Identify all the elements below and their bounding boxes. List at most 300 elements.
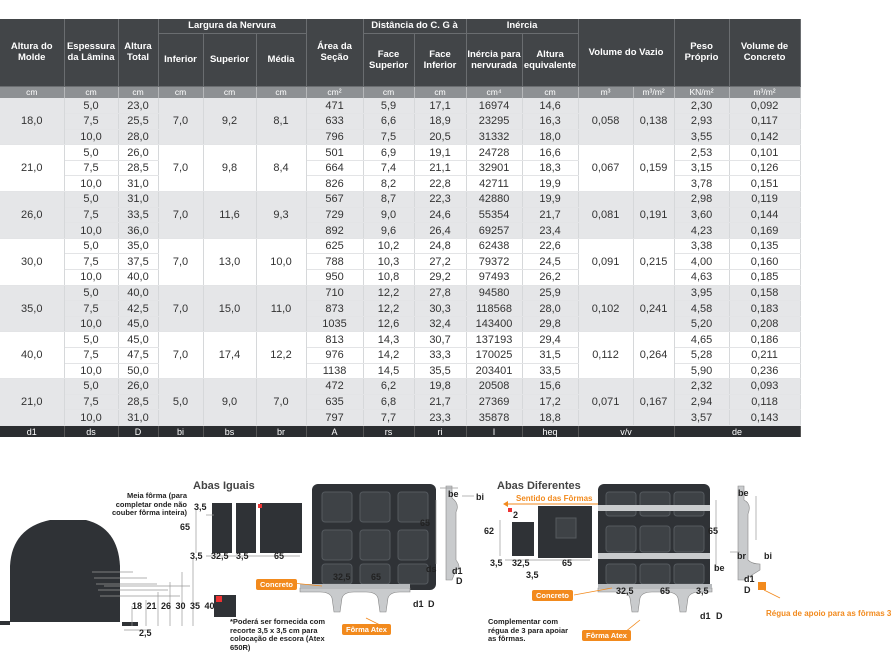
cell-volume-vazio-m3m2: 0,138 (633, 98, 674, 145)
unit-cell: m³/m² (633, 86, 674, 98)
cell-face-inferior: 22,3 (414, 192, 466, 208)
cell-face-inferior: 32,4 (414, 316, 466, 332)
cell-volume-concreto: 0,101 (729, 145, 800, 161)
cell-volume-concreto: 0,093 (729, 379, 800, 395)
cell-area: 797 (306, 410, 363, 426)
cell-face-inferior: 30,3 (414, 301, 466, 317)
meia-forma-shape (10, 520, 120, 622)
cell-inercia: 20508 (466, 379, 522, 395)
cell-altura-total: 36,0 (118, 223, 158, 239)
cell-face-superior: 12,6 (363, 316, 414, 332)
cell-face-superior: 6,8 (363, 394, 414, 410)
cell-volume-vazio-m3: 0,067 (578, 145, 633, 192)
dim-d1-section-r: d1 (700, 611, 711, 621)
dim-65-r: 65 (562, 558, 573, 568)
table-row (0, 238, 800, 254)
table-row (0, 332, 800, 348)
cell-altura-equivalente: 15,6 (522, 379, 578, 395)
cell-espessura: 10,0 (64, 270, 118, 286)
table-row (0, 160, 800, 176)
cell-altura-total: 28,5 (118, 160, 158, 176)
cell-face-superior: 9,0 (363, 207, 414, 223)
dim-3-5-r2: 3,5 (526, 570, 539, 580)
cell-area: 501 (306, 145, 363, 161)
cell-altura-equivalente: 19,9 (522, 192, 578, 208)
cell-area: 472 (306, 379, 363, 395)
cell-face-inferior: 30,7 (414, 332, 466, 348)
table-body (0, 98, 800, 425)
cell-media: 7,0 (256, 379, 306, 426)
cell-media: 10,0 (256, 238, 306, 285)
cell-volume-concreto: 0,211 (729, 348, 800, 364)
cell-altura-molde: 21,0 (0, 379, 64, 426)
unit-cell: cm (158, 86, 203, 98)
dim-32-5-section: 32,5 (333, 572, 351, 582)
cell-area: 873 (306, 301, 363, 317)
cell-espessura: 10,0 (64, 129, 118, 145)
cell-area: 664 (306, 160, 363, 176)
cell-inercia: 23295 (466, 114, 522, 130)
unit-cell: cm⁴ (466, 86, 522, 98)
dim-65-section-left: 65 (420, 518, 431, 528)
cell-altura-total: 47,5 (118, 348, 158, 364)
cell-volume-concreto: 0,135 (729, 238, 800, 254)
header-area-secao: Área da Seção (306, 19, 363, 86)
cell-espessura: 5,0 (64, 192, 118, 208)
cell-inercia: 137193 (466, 332, 522, 348)
cell-altura-molde: 40,0 (0, 332, 64, 379)
dim-65-bottom: 65 (274, 551, 285, 561)
cell-inferior: 5,0 (158, 379, 203, 426)
cell-altura-molde: 21,0 (0, 145, 64, 192)
unit-cell: cm² (306, 86, 363, 98)
cell-volume-vazio-m3m2: 0,167 (633, 379, 674, 426)
cell-altura-equivalente: 16,3 (522, 114, 578, 130)
dim-D-section-left: D (428, 599, 435, 609)
cell-face-superior: 12,2 (363, 301, 414, 317)
cell-espessura: 5,0 (64, 285, 118, 301)
unit-cell: cm (0, 86, 64, 98)
cell-altura-equivalente: 26,2 (522, 270, 578, 286)
cell-area: 1035 (306, 316, 363, 332)
cell-peso-proprio: 5,90 (674, 363, 729, 379)
cell-face-superior: 14,2 (363, 348, 414, 364)
cell-altura-total: 28,5 (118, 394, 158, 410)
cell-altura-molde: 35,0 (0, 285, 64, 332)
table-row (0, 270, 800, 286)
cell-volume-vazio-m3: 0,112 (578, 332, 633, 379)
cell-volume-concreto: 0,158 (729, 285, 800, 301)
cell-altura-total: 45,0 (118, 316, 158, 332)
symbol-cell: bs (203, 425, 256, 437)
cell-face-inferior: 19,1 (414, 145, 466, 161)
cell-face-superior: 6,9 (363, 145, 414, 161)
cell-volume-concreto: 0,160 (729, 254, 800, 270)
cell-peso-proprio: 2,98 (674, 192, 729, 208)
cell-peso-proprio: 3,78 (674, 176, 729, 192)
cell-altura-equivalente: 18,0 (522, 129, 578, 145)
cell-volume-concreto: 0,186 (729, 332, 800, 348)
dim-65-section: 65 (371, 572, 382, 582)
header-largura-nervura: Largura da Nervura (158, 19, 306, 33)
cell-face-superior: 10,8 (363, 270, 414, 286)
cell-area: 788 (306, 254, 363, 270)
symbol-cell: ds (64, 425, 118, 437)
complementar-note: Complementar com régua de 3 para apoiar as fôrmas. (488, 617, 569, 643)
cell-media: 11,0 (256, 285, 306, 332)
cell-peso-proprio: 3,57 (674, 410, 729, 426)
cell-face-superior: 6,6 (363, 114, 414, 130)
symbol-cell: d1 (0, 425, 64, 437)
cell-face-inferior: 35,5 (414, 363, 466, 379)
table-row (0, 98, 800, 114)
cell-espessura: 5,0 (64, 332, 118, 348)
cell-superior: 9,0 (203, 379, 256, 426)
symbol-cell: br (256, 425, 306, 437)
header-volume-vazio: Volume do Vazio (578, 19, 674, 86)
cell-face-superior: 10,2 (363, 238, 414, 254)
specification-table (0, 19, 801, 437)
header-volume-concreto: Volume de Concreto (729, 19, 800, 86)
meia-forma-note: Meia fôrma (para completar onde não couber fôrma inteira) (112, 491, 188, 517)
cell-face-superior: 8,7 (363, 192, 414, 208)
header-inercia: Inércia (466, 19, 578, 33)
header-peso-proprio: Peso Próprio (674, 19, 729, 86)
cell-altura-molde: 18,0 (0, 98, 64, 145)
cell-altura-equivalente: 29,8 (522, 316, 578, 332)
table-row (0, 394, 800, 410)
table-row (0, 207, 800, 223)
cell-face-inferior: 19,8 (414, 379, 466, 395)
header-face-inferior: Face Inferior (414, 33, 466, 86)
cell-face-inferior: 18,9 (414, 114, 466, 130)
cell-volume-vazio-m3: 0,102 (578, 285, 633, 332)
header-espessura-lamina: Espessura da Lâmina (64, 19, 118, 86)
cell-altura-equivalente: 25,9 (522, 285, 578, 301)
cell-altura-total: 26,0 (118, 145, 158, 161)
header-distancia-cg: Distância do C. G à (363, 19, 466, 33)
cell-volume-concreto: 0,143 (729, 410, 800, 426)
cell-face-superior: 10,3 (363, 254, 414, 270)
cell-volume-concreto: 0,118 (729, 394, 800, 410)
cell-altura-equivalente: 31,5 (522, 348, 578, 364)
dim-65-section-right: 65 (708, 526, 719, 536)
concreto-tag-right: Concreto (532, 590, 573, 601)
cell-espessura: 10,0 (64, 363, 118, 379)
table-row (0, 379, 800, 395)
cell-area: 635 (306, 394, 363, 410)
cell-superior: 11,6 (203, 192, 256, 239)
dim-2-5: 2,5 (139, 628, 152, 638)
cell-volume-concreto: 0,169 (729, 223, 800, 239)
cell-volume-vazio-m3: 0,091 (578, 238, 633, 285)
cell-area: 976 (306, 348, 363, 364)
abas-iguais-title: Abas Iguais (193, 480, 255, 492)
table-row (0, 348, 800, 364)
cell-altura-total: 28,0 (118, 129, 158, 145)
cell-altura-equivalente: 28,0 (522, 301, 578, 317)
cell-volume-concreto: 0,151 (729, 176, 800, 192)
dim-32-5-r: 32,5 (512, 558, 530, 568)
cell-inercia: 62438 (466, 238, 522, 254)
cell-espessura: 7,5 (64, 254, 118, 270)
unit-cell: cm (203, 86, 256, 98)
cell-volume-concreto: 0,126 (729, 160, 800, 176)
cell-peso-proprio: 2,93 (674, 114, 729, 130)
cell-superior: 9,2 (203, 98, 256, 145)
cell-peso-proprio: 4,00 (674, 254, 729, 270)
header-inercia-nervurada: Inércia para nervurada (466, 33, 522, 86)
cell-volume-vazio-m3m2: 0,191 (633, 192, 674, 239)
cell-altura-equivalente: 18,8 (522, 410, 578, 426)
cell-peso-proprio: 4,63 (674, 270, 729, 286)
cell-inercia: 79372 (466, 254, 522, 270)
cell-inercia: 203401 (466, 363, 522, 379)
cell-area: 567 (306, 192, 363, 208)
cell-volume-concreto: 0,142 (729, 129, 800, 145)
cell-peso-proprio: 4,23 (674, 223, 729, 239)
cell-volume-vazio-m3m2: 0,159 (633, 145, 674, 192)
dim-be-left: be (448, 489, 459, 499)
cell-altura-total: 23,0 (118, 98, 158, 114)
cell-media: 8,4 (256, 145, 306, 192)
cell-inercia: 42880 (466, 192, 522, 208)
symbols-row (0, 425, 800, 437)
symbol-cell: A (306, 425, 363, 437)
cell-altura-total: 35,0 (118, 238, 158, 254)
cell-face-inferior: 21,7 (414, 394, 466, 410)
cell-altura-total: 37,5 (118, 254, 158, 270)
dim-2: 2 (513, 510, 519, 520)
cell-media: 12,2 (256, 332, 306, 379)
table-row (0, 114, 800, 130)
cell-face-inferior: 29,2 (414, 270, 466, 286)
cell-inferior: 7,0 (158, 238, 203, 285)
header-altura-equivalente: Altura equivalente (522, 33, 578, 86)
cell-volume-vazio-m3m2: 0,215 (633, 238, 674, 285)
cell-peso-proprio: 5,20 (674, 316, 729, 332)
units-row (0, 86, 800, 98)
forma-atex-tag-left: Fôrma Atex (342, 624, 391, 635)
dim-3-5-mid: 3,5 (236, 551, 249, 561)
cell-media: 8,1 (256, 98, 306, 145)
cell-area: 729 (306, 207, 363, 223)
cell-altura-total: 26,0 (118, 379, 158, 395)
cell-peso-proprio: 2,53 (674, 145, 729, 161)
cell-face-superior: 7,7 (363, 410, 414, 426)
cell-volume-vazio-m3m2: 0,264 (633, 332, 674, 379)
cell-face-superior: 7,5 (363, 129, 414, 145)
header-media: Média (256, 33, 306, 86)
cell-altura-equivalente: 29,4 (522, 332, 578, 348)
cell-superior: 17,4 (203, 332, 256, 379)
unit-cell: cm (64, 86, 118, 98)
cell-face-superior: 9,6 (363, 223, 414, 239)
header-altura-total: Altura Total (118, 19, 158, 86)
table-row (0, 285, 800, 301)
cell-inercia: 42711 (466, 176, 522, 192)
cell-inercia: 16974 (466, 98, 522, 114)
cell-face-inferior: 27,8 (414, 285, 466, 301)
cell-altura-total: 40,0 (118, 285, 158, 301)
table-row (0, 363, 800, 379)
cell-peso-proprio: 5,28 (674, 348, 729, 364)
cell-face-inferior: 27,2 (414, 254, 466, 270)
cell-volume-vazio-m3: 0,071 (578, 379, 633, 426)
table-row (0, 254, 800, 270)
cell-volume-concreto: 0,183 (729, 301, 800, 317)
cell-inercia: 32901 (466, 160, 522, 176)
cell-area: 826 (306, 176, 363, 192)
cell-inferior: 7,0 (158, 192, 203, 239)
cell-inferior: 7,0 (158, 332, 203, 379)
dim-d1-left: d1 (452, 566, 463, 576)
symbol-cell: v/v (578, 425, 674, 437)
cell-volume-concreto: 0,185 (729, 270, 800, 286)
dim-D-section-r: D (716, 611, 723, 621)
cell-inercia: 143400 (466, 316, 522, 332)
cell-area: 892 (306, 223, 363, 239)
heights-label: 18 21 26 30 35 40 (132, 601, 215, 611)
cell-espessura: 10,0 (64, 223, 118, 239)
cell-volume-vazio-m3: 0,058 (578, 98, 633, 145)
cell-face-inferior: 17,1 (414, 98, 466, 114)
cell-altura-equivalente: 19,9 (522, 176, 578, 192)
dim-ds-left: ds (426, 564, 437, 574)
dim-D-right: D (744, 585, 751, 595)
header-altura-molde: Altura do Molde (0, 19, 64, 86)
cell-altura-total: 31,0 (118, 410, 158, 426)
cell-peso-proprio: 4,58 (674, 301, 729, 317)
cell-altura-equivalente: 14,6 (522, 98, 578, 114)
cell-peso-proprio: 3,38 (674, 238, 729, 254)
dim-3-5-bottom: 3,5 (190, 551, 203, 561)
cell-face-superior: 6,2 (363, 379, 414, 395)
unit-cell: m³/m² (729, 86, 800, 98)
dim-3-5-r1: 3,5 (490, 558, 503, 568)
cell-altura-total: 40,0 (118, 270, 158, 286)
cell-volume-vazio-m3: 0,081 (578, 192, 633, 239)
header-inferior: Inferior (158, 33, 203, 86)
table-row (0, 316, 800, 332)
table-row (0, 223, 800, 239)
cell-altura-equivalente: 24,5 (522, 254, 578, 270)
dim-be-right-2: be (714, 563, 725, 573)
cell-peso-proprio: 3,15 (674, 160, 729, 176)
forma-atex-tag-right: Fôrma Atex (582, 630, 631, 641)
diagrams-area (0, 460, 891, 669)
cell-espessura: 5,0 (64, 379, 118, 395)
aba-lateral-shape (212, 503, 232, 553)
dim-65-left: 65 (180, 522, 191, 532)
cell-peso-proprio: 2,94 (674, 394, 729, 410)
cell-area: 950 (306, 270, 363, 286)
dim-br-right: br (737, 551, 746, 561)
cell-area: 1138 (306, 363, 363, 379)
dim-be-right: be (738, 488, 749, 498)
unit-cell: m³ (578, 86, 633, 98)
cell-face-inferior: 26,4 (414, 223, 466, 239)
cell-peso-proprio: 4,65 (674, 332, 729, 348)
cell-superior: 15,0 (203, 285, 256, 332)
cell-volume-concreto: 0,144 (729, 207, 800, 223)
table-row (0, 176, 800, 192)
cell-inercia: 27369 (466, 394, 522, 410)
dim-3-5-top: 3,5 (194, 502, 207, 512)
cell-altura-equivalente: 22,6 (522, 238, 578, 254)
cell-inercia: 94580 (466, 285, 522, 301)
dim-32-5: 32,5 (211, 551, 229, 561)
dim-bi-right: bi (764, 551, 772, 561)
cell-altura-equivalente: 23,4 (522, 223, 578, 239)
table-row (0, 145, 800, 161)
cell-face-inferior: 22,8 (414, 176, 466, 192)
cell-altura-equivalente: 17,2 (522, 394, 578, 410)
cell-volume-concreto: 0,119 (729, 192, 800, 208)
dim-d1-section-left: d1 (413, 599, 424, 609)
concreto-tag-left: Concreto (256, 579, 297, 590)
cell-espessura: 5,0 (64, 98, 118, 114)
dim-bi-left: bi (476, 492, 484, 502)
symbol-cell: bi (158, 425, 203, 437)
cell-media: 9,3 (256, 192, 306, 239)
cell-altura-equivalente: 21,7 (522, 207, 578, 223)
table-row (0, 410, 800, 426)
dim-D-left: D (456, 576, 463, 586)
cell-volume-concreto: 0,117 (729, 114, 800, 130)
dim-d1-right: d1 (744, 574, 755, 584)
cell-area: 813 (306, 332, 363, 348)
cell-inferior: 7,0 (158, 98, 203, 145)
cell-face-superior: 12,2 (363, 285, 414, 301)
cell-face-inferior: 21,1 (414, 160, 466, 176)
unit-cell: cm (522, 86, 578, 98)
cell-inferior: 7,0 (158, 145, 203, 192)
cell-espessura: 7,5 (64, 207, 118, 223)
table-row (0, 192, 800, 208)
table-row (0, 129, 800, 145)
symbol-cell: D (118, 425, 158, 437)
cell-altura-total: 31,0 (118, 176, 158, 192)
cell-face-inferior: 23,3 (414, 410, 466, 426)
cell-peso-proprio: 3,55 (674, 129, 729, 145)
cell-espessura: 7,5 (64, 348, 118, 364)
table-row (0, 301, 800, 317)
cell-area: 625 (306, 238, 363, 254)
cell-peso-proprio: 2,32 (674, 379, 729, 395)
dim-32-5-section-r: 32,5 (616, 586, 634, 596)
cell-area: 710 (306, 285, 363, 301)
cell-face-superior: 5,9 (363, 98, 414, 114)
cell-peso-proprio: 3,60 (674, 207, 729, 223)
symbol-cell: ri (414, 425, 466, 437)
symbol-cell: heq (522, 425, 578, 437)
unit-cell: KN/m² (674, 86, 729, 98)
cell-espessura: 7,5 (64, 114, 118, 130)
cell-altura-total: 50,0 (118, 363, 158, 379)
recorte-note: *Poderá ser fornecida com recorte 3,5 x 3,5 cm para colocação de escora (Atex 650R) (230, 617, 326, 652)
cell-volume-concreto: 0,236 (729, 363, 800, 379)
unit-cell: cm (118, 86, 158, 98)
symbol-cell: de (674, 425, 800, 437)
cell-volume-concreto: 0,092 (729, 98, 800, 114)
header-face-superior: Face Superior (363, 33, 414, 86)
cell-espessura: 5,0 (64, 145, 118, 161)
cell-altura-equivalente: 16,6 (522, 145, 578, 161)
cell-inercia: 97493 (466, 270, 522, 286)
cell-face-inferior: 33,3 (414, 348, 466, 364)
cell-face-superior: 8,2 (363, 176, 414, 192)
